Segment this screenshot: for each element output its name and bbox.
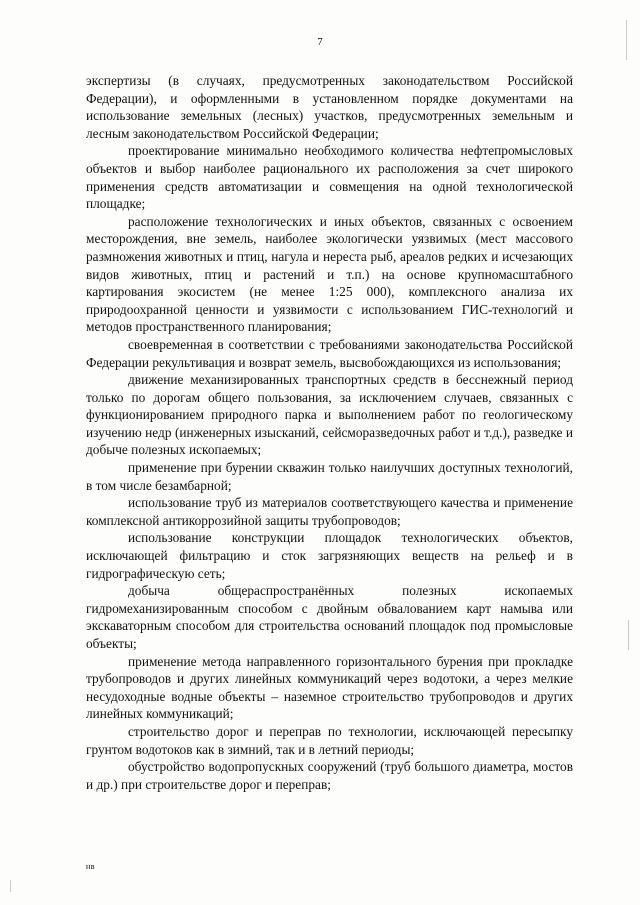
paragraph: использование конструкции площадок технологических объектов, исключающей фильтрацию и сток загрязняющих веществ на рельеф и в гидрографическую сеть; [86, 530, 573, 581]
scan-edge-mark [10, 880, 11, 892]
paragraph: использование труб из материалов соответствующего качества и применение комплексной антикоррозийной защиты трубопроводов; [86, 495, 573, 528]
paragraph: добыча общераспространённых полезных ископаемых гидромеханизированным способом с двойным обвалованием карт намыва или экскаваторным способом для строительства оснований площадок под промысловые объекты; [86, 583, 573, 651]
page-number: 7 [317, 36, 323, 48]
paragraph: расположение технологических и иных объектов, связанных с освоением месторождения, вне земель, наиболее экологически уязвимых (мест массового размножения животных и птиц, нагула и нереста рыб, ареалов редких и исчезающих видов животных, птиц и растений и т.п.) на основе крупномасштабного картирования экосистем (не менее 1:25 000), комплексного анализа их природоохранной ценности и уязвимости с использованием ГИС-технологий и методов пространственного планирования; [86, 213, 573, 335]
paragraph: проектирование минимально необходимого количества нефтепромысловых объектов и выбор наиболее рационального их расположения за счет широкого применения средств автоматизации и совмещения на одной технологической площадке; [86, 143, 573, 212]
paragraph: строительство дорог и переправ по технологии, исключающей пересыпку грунтом водотоков как в зимний, так и в летний периоды; [86, 723, 573, 757]
footer-mark: нв [86, 862, 96, 871]
scan-edge-mark [626, 20, 627, 60]
paragraph: применение при бурении скважин только наилучших доступных технологий, в том числе безамбарной; [86, 460, 573, 493]
paragraph: применение метода направленного горизонтального бурения при прокладке трубопроводов и других линейных коммуникаций через водотоки, а через мелкие несудоходные водные объекты – наземное строительство трубопроводов и других линейных коммуникаций; [86, 653, 573, 722]
paragraph: своевременная в соответствии с требованиями законодательства Российской Федерации рекультивация и возврат земель, высвобождающихся из использования; [86, 336, 573, 370]
paragraph: движение механизированных транспортных средств в бесснежный период только по дорогам общего пользования, за исключением случаев, связанных с функционированием природного парка и выполнением работ по геологическому изучению недр (инженерных изысканий, сейсморазведочных работ и т.д.), разведке и добыче полезных ископаемых; [86, 372, 573, 458]
paragraph: обустройство водопропускных сооружений (труб большого диаметра, мостов и др.) при строительстве дорог и переправ; [86, 759, 573, 792]
scan-edge-mark [628, 620, 629, 650]
body-text [86, 72, 573, 793]
paragraph: экспертизы (в случаях, предусмотренных законодательством Российской Федерации), и оформленными в установленном порядке документами на использование земельных (лесных) участков, предусмотренных земельным и лесным законодательством Российской Федерации; [86, 73, 573, 141]
